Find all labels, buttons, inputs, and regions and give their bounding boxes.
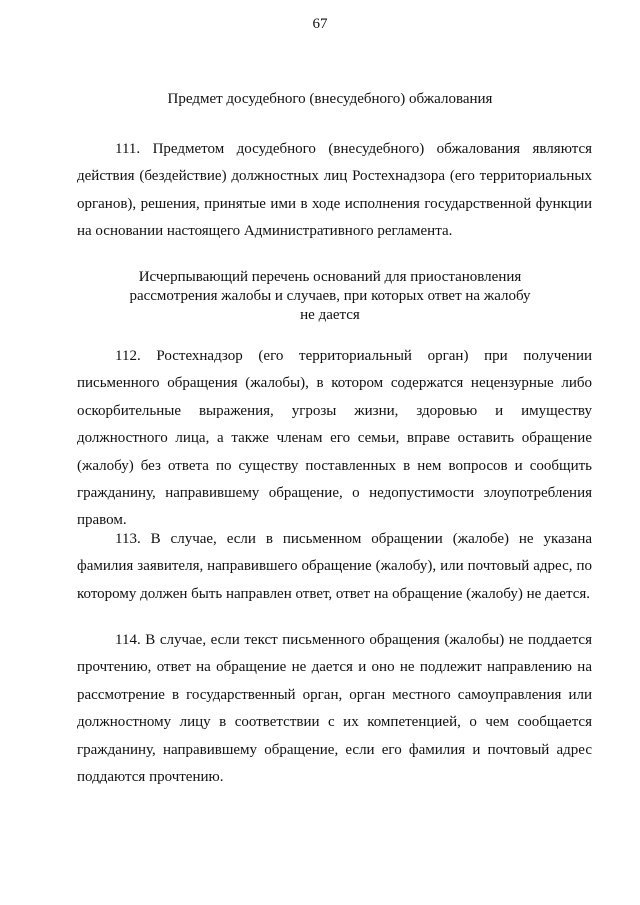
- section-heading-appeal-subject: Предмет досудебного (внесудебного) обжалования: [167, 91, 493, 107]
- paragraph-112: 112. Ростехнадзор (его территориальный орган) при получении письменного обращения (жалобы), в котором содержатся нецензурные либо оскорбительные выражения, угрозы жизни, здоровью и имуществу должностного лица, а также членам его семьи, вправе оставить обращение (жалобу) без ответа по существу поставленных в нем вопросов и сообщить гражданину, направившему обращение, о недопустимости злоупотребления правом.: [77, 348, 592, 529]
- heading-line: не дается: [300, 307, 360, 323]
- heading-line: рассмотрения жалобы и случаев, при которых ответ на жалобу: [129, 288, 531, 304]
- heading-line: Исчерпывающий перечень оснований для приостановления: [138, 269, 522, 285]
- section-heading-suspension-grounds: [60, 268, 600, 325]
- paragraph-113: 113. В случае, если в письменном обращении (жалобе) не указана фамилия заявителя, направившего обращение (жалобу), или почтовый адрес, по которому должен быть направлен ответ, ответ на обращение (жалобу) не дается.: [77, 531, 592, 602]
- paragraph-111: 111. Предметом досудебного (внесудебного) обжалования являются действия (бездействие) должностных лиц Ростехнадзора (его территориальных органов), решения, принятые ими в ходе исполнения государственной функции на основании настоящего Административного регламента.: [77, 141, 592, 240]
- page-number: 67: [312, 16, 328, 32]
- paragraph-114: 114. В случае, если текст письменного обращения (жалобы) не поддается прочтению, ответ на обращение не дается и оно не подлежит направлению на рассмотрение в государственный орган, орган местного самоуправления или должностному лицу в соответствии с их компетенцией, о чем сообщается гражданину, направившему обращение, если его фамилия и почтовый адрес поддаются прочтению.: [77, 632, 592, 786]
